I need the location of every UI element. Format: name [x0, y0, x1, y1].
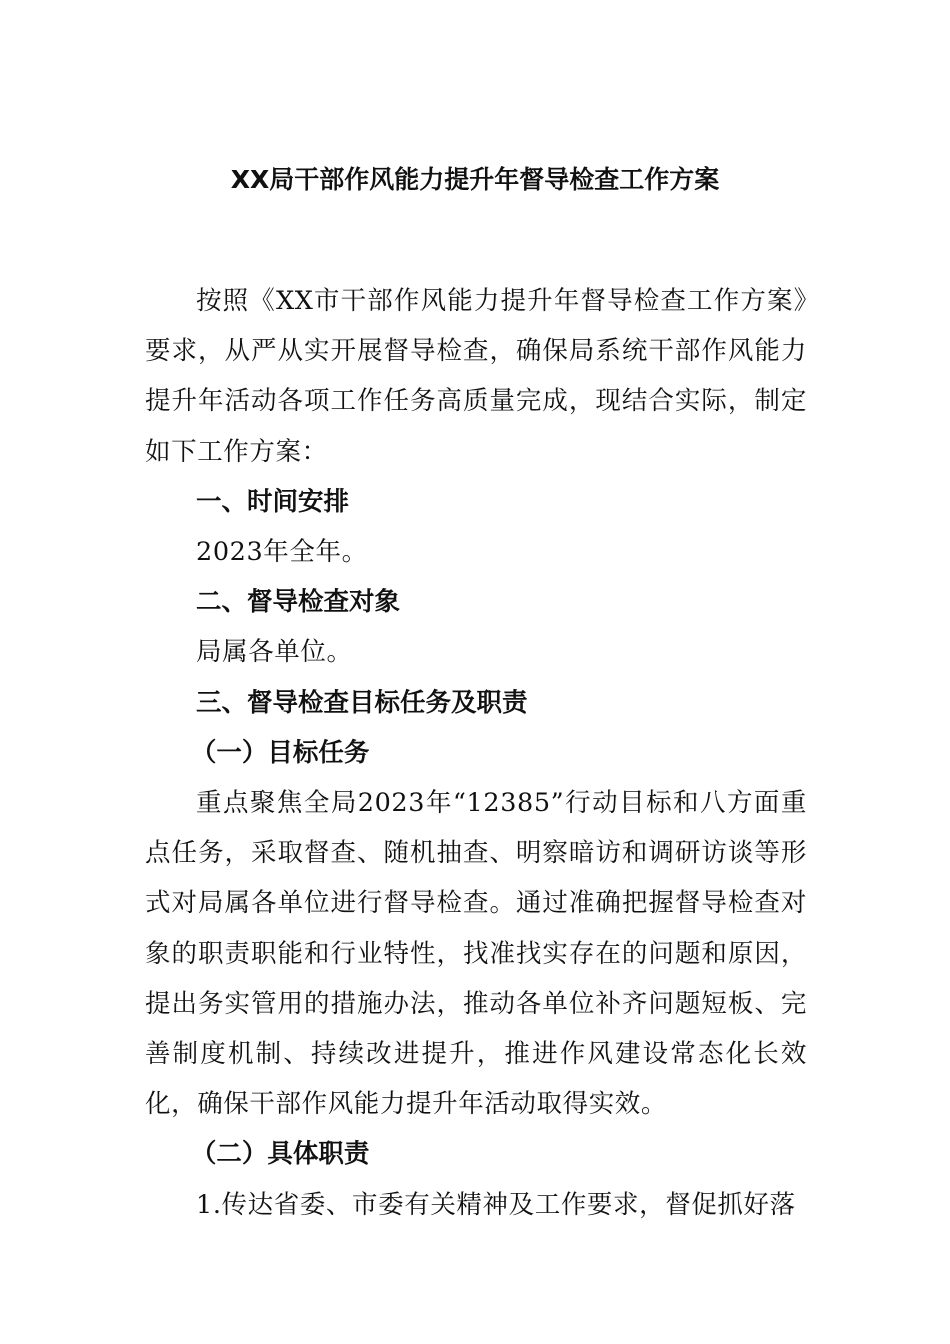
section-2-heading: 二、督导检查对象 — [196, 587, 401, 618]
section-3-heading: 三、督导检查目标任务及职责 — [196, 687, 528, 718]
subsection-1-text: 重点聚焦全局2023年“12385”行动目标和八方面重点任务，采取督查、随机抽查、明察暗访和调研访谈等形式对局属各单位进行督导检查。通过准确把握督导检查对象的职责职能和行业特性，找准找实存在的问题和原因，提出务实管用的措施办法，推动各单位补齐问题短板、完善制度机制、持续改进提升，推进作风建设常态化长效化，确保干部作风能力提升年活动取得实效。 — [145, 788, 807, 1120]
intro-paragraph: 按照《XX市干部作风能力提升年督导检查工作方案》要求，从严从实开展督导检查，确保局系统干部作风能力提升年活动各项工作任务高质量完成，现结合实际，制定如下工作方案： — [145, 286, 807, 467]
item-1-text: 1.传达省委、市委有关精神及工作要求，督促抓好落 — [196, 1189, 796, 1220]
document-body — [145, 276, 807, 1230]
section-1-text: 2023年全年。 — [196, 537, 368, 568]
document-title: XX局干部作风能力提升年督导检查工作方案 — [230, 165, 720, 194]
section-2-text: 局属各单位。 — [196, 637, 353, 668]
section-1-heading: 一、时间安排 — [196, 486, 350, 517]
subsection-2-heading: （二）具体职责 — [190, 1139, 370, 1170]
subsection-1-heading: （一）目标任务 — [190, 737, 370, 768]
